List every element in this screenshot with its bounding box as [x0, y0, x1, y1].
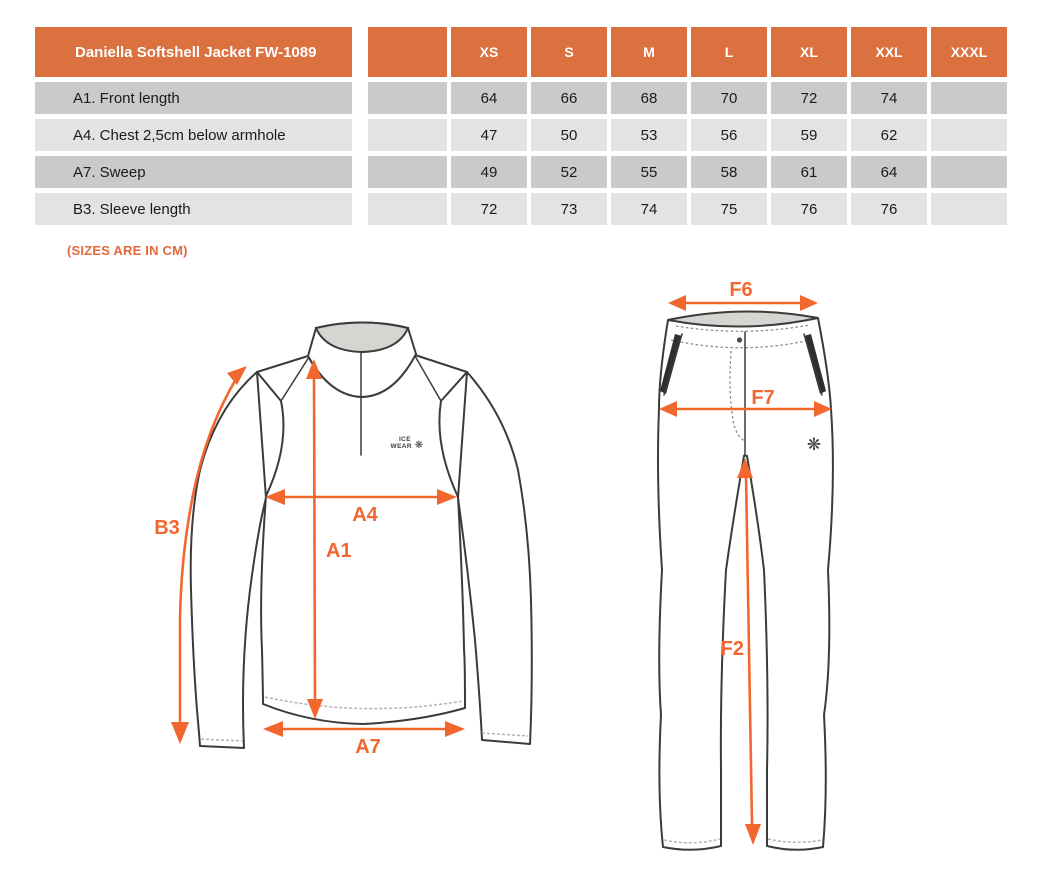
size-value-cell: 76 — [771, 193, 847, 225]
size-header-m: M — [611, 27, 687, 77]
size-table — [35, 27, 1007, 225]
jacket-left-sleeve — [191, 372, 266, 748]
column-spacer — [356, 27, 364, 77]
f6-arrowhead-left — [668, 295, 686, 311]
size-header-s: S — [531, 27, 607, 77]
a1-label: A1 — [326, 540, 352, 562]
row-label: B3. Sleeve length — [35, 193, 352, 225]
a4-label: A4 — [352, 504, 378, 526]
size-value-cell: 66 — [531, 82, 607, 114]
size-value-cell: 68 — [611, 82, 687, 114]
size-value-cell: 64 — [451, 82, 527, 114]
pants-button — [737, 337, 742, 342]
empty-cell — [368, 119, 447, 151]
size-value-cell: 56 — [691, 119, 767, 151]
size-value-cell — [931, 82, 1007, 114]
size-value-cell — [931, 119, 1007, 151]
size-header-xxl: XXL — [851, 27, 927, 77]
sizes-unit-note: (SIZES ARE IN CM) — [67, 243, 188, 258]
a7-arrowhead-left — [263, 721, 283, 737]
header-empty-cell — [368, 27, 447, 77]
size-value-cell — [931, 156, 1007, 188]
b3-arrowhead-top — [227, 366, 247, 385]
row-label: A7. Sweep — [35, 156, 352, 188]
pants-snowflake-icon: ❋ — [806, 435, 822, 455]
size-value-cell: 72 — [771, 82, 847, 114]
f7-label: F7 — [751, 387, 775, 409]
b3-label: B3 — [154, 517, 180, 539]
size-value-cell: 53 — [611, 119, 687, 151]
jacket-drawing — [191, 323, 532, 749]
size-value-cell: 50 — [531, 119, 607, 151]
column-spacer — [356, 193, 364, 225]
size-value-cell: 61 — [771, 156, 847, 188]
row-label: A1. Front length — [35, 82, 352, 114]
size-value-cell: 70 — [691, 82, 767, 114]
f2-arrowhead-bottom — [745, 824, 761, 845]
row-label: A4. Chest 2,5cm below armhole — [35, 119, 352, 151]
f2-label: F2 — [720, 638, 744, 660]
size-header-xxxl: XXXL — [931, 27, 1007, 77]
size-header-xs: XS — [451, 27, 527, 77]
jacket-snowflake-icon: ❋ — [414, 440, 424, 451]
jacket-logo-text-line2: WEAR — [390, 443, 412, 450]
empty-cell — [368, 156, 447, 188]
a7-label: A7 — [355, 736, 381, 758]
empty-cell — [368, 82, 447, 114]
size-value-cell: 47 — [451, 119, 527, 151]
size-value-cell: 75 — [691, 193, 767, 225]
column-spacer — [356, 82, 364, 114]
column-spacer — [356, 119, 364, 151]
size-header-xl: XL — [771, 27, 847, 77]
size-header-l: L — [691, 27, 767, 77]
size-value-cell: 58 — [691, 156, 767, 188]
a1-arrow — [314, 378, 315, 700]
column-spacer — [356, 156, 364, 188]
size-value-cell: 59 — [771, 119, 847, 151]
size-value-cell: 76 — [851, 193, 927, 225]
product-title: Daniella Softshell Jacket FW-1089 — [35, 27, 352, 77]
size-value-cell: 49 — [451, 156, 527, 188]
jacket-logo-text-line1: ICE — [398, 436, 411, 443]
size-value-cell: 74 — [611, 193, 687, 225]
jacket-right-sleeve — [458, 372, 532, 744]
size-value-cell: 64 — [851, 156, 927, 188]
f2-arrow — [746, 476, 752, 824]
b3-arrowhead-bottom — [171, 722, 189, 744]
empty-cell — [368, 193, 447, 225]
a7-arrowhead-right — [445, 721, 465, 737]
size-value-cell: 73 — [531, 193, 607, 225]
size-value-cell: 72 — [451, 193, 527, 225]
size-value-cell: 74 — [851, 82, 927, 114]
size-value-cell: 52 — [531, 156, 607, 188]
size-value-cell: 55 — [611, 156, 687, 188]
size-value-cell: 62 — [851, 119, 927, 151]
size-value-cell — [931, 193, 1007, 225]
jacket-body — [257, 355, 467, 724]
measurement-diagrams — [0, 270, 1039, 894]
f6-arrowhead-right — [800, 295, 818, 311]
pants-drawing — [658, 311, 833, 849]
f6-label: F6 — [729, 279, 753, 301]
